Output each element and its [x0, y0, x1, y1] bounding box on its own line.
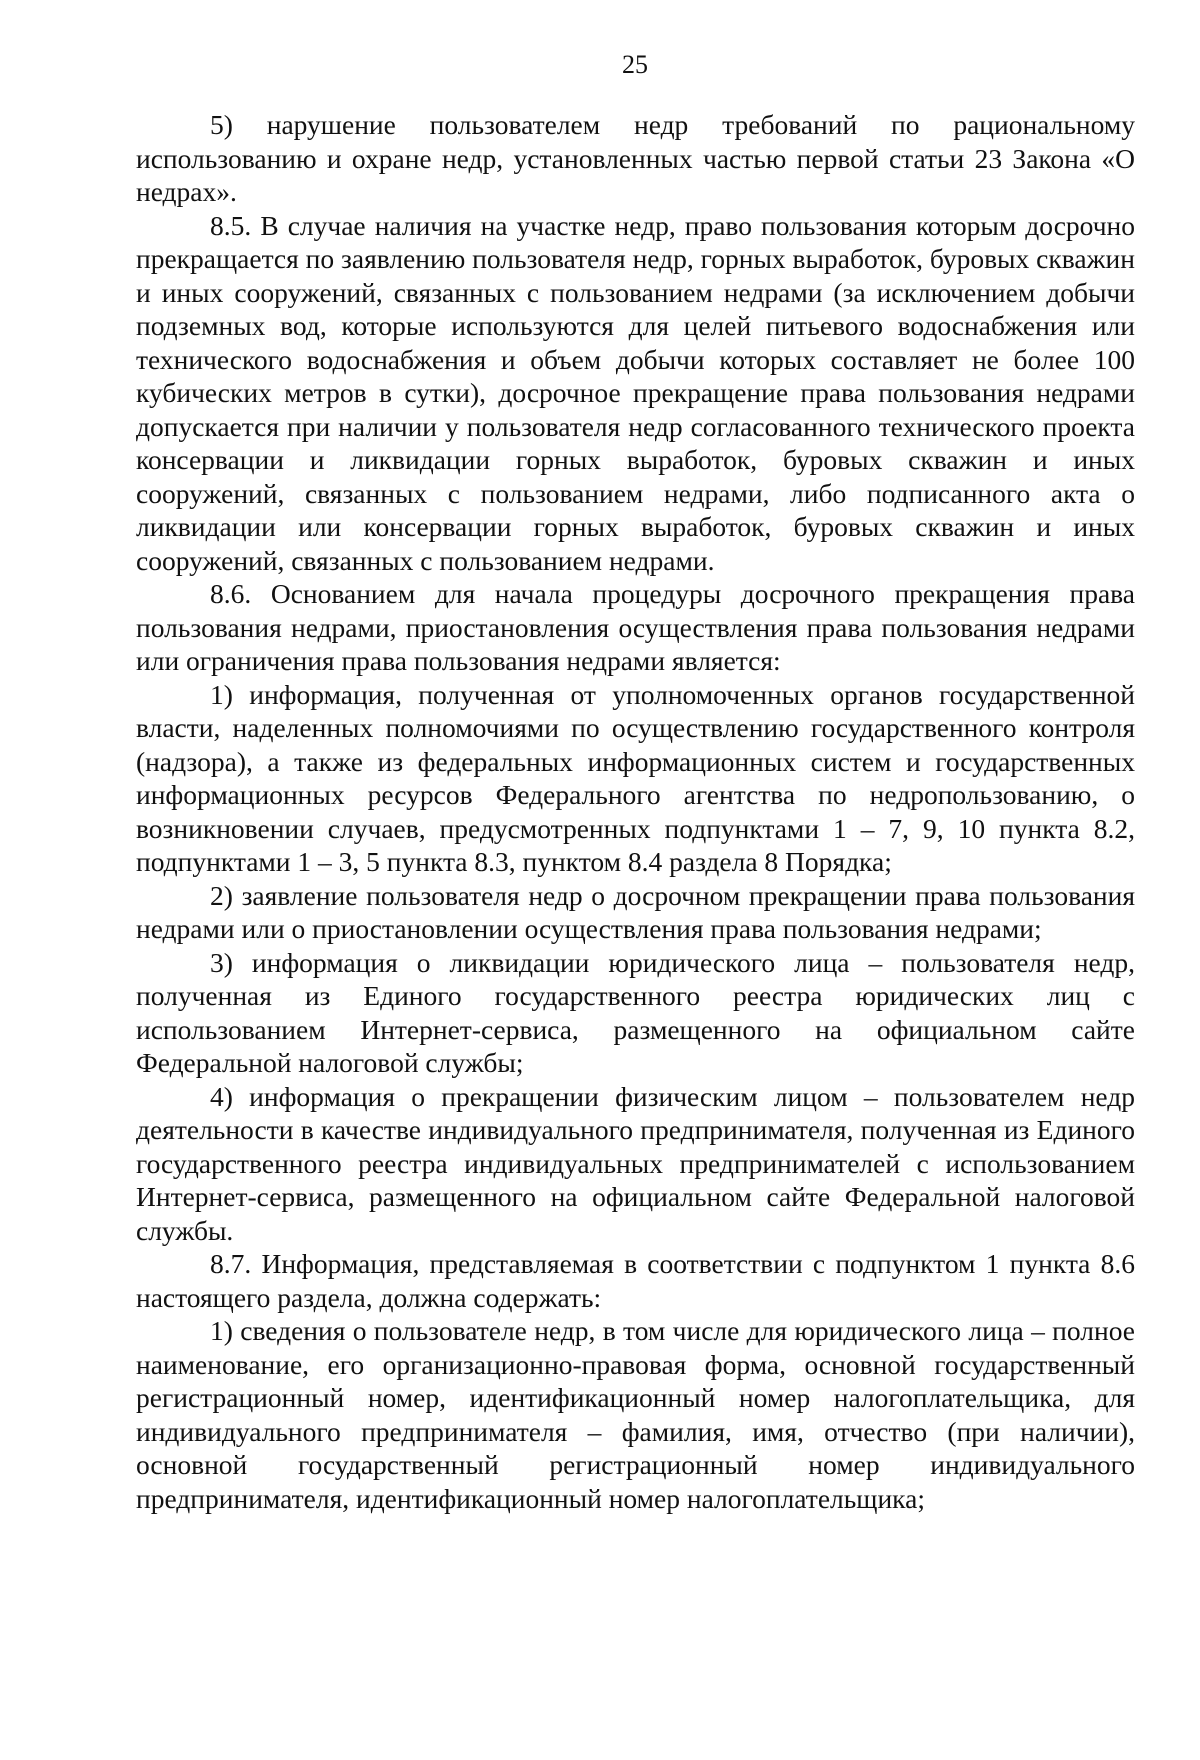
paragraph-8-6-item-1: 1) информация, полученная от уполномоченных органов государственной власти, наделенных полномочиями по осуществлению государственного контроля (надзора), а также из федеральных информационных систем и государственных информационных ресурсов Федерального агентства по недропользованию, о возникновении случаев, предусмотренных подпунктами 1 – 7, 9, 10 пункта 8.2, подпунктами 1 – 3, 5 пункта 8.3, пунктом 8.4 раздела 8 Порядка;: [136, 678, 1135, 877]
paragraph-8-6-item-2: 2) заявление пользователя недр о досрочном прекращении права пользования недрами или о приостановлении осуществления права пользования недрами;: [136, 879, 1135, 944]
paragraph-8-6: 8.6. Основанием для начала процедуры досрочного прекращения права пользования недрами, приостановления осуществления права пользования недрами или ограничения права пользования недрами является:: [136, 578, 1135, 676]
paragraph-8-6-item-3: 3) информация о ликвидации юридического лица – пользователя недр, полученная из Единого государственного реестра юридических лиц с использованием Интернет-сервиса, размещенного на официальном сайте Федеральной налоговой службы;: [136, 946, 1135, 1078]
page-number: 25: [622, 50, 648, 79]
paragraph-8-7: 8.7. Информация, представляемая в соответствии с подпунктом 1 пункта 8.6 настоящего раздела, должна содержать:: [136, 1248, 1135, 1313]
paragraph-8-6-item-4: 4) информация о прекращении физическим лицом – пользователем недр деятельности в качестве индивидуального предпринимателя, полученная из Единого государственного реестра индивидуальных предпринимателей с использованием Интернет-сервиса, размещенного на официальном сайте Федеральной налоговой службы.: [136, 1080, 1135, 1246]
paragraph-8-5: 8.5. В случае наличия на участке недр, право пользования которым досрочно прекращается по заявлению пользователя недр, горных выработок, буровых скважин и иных сооружений, связанных с пользованием недрами (за исключением добычи подземных вод, которые используются для целей питьевого водоснабжения или технического водоснабжения и объем добычи которых составляет не более 100 кубических метров в сутки), досрочное прекращение права пользования недрами допускается при наличии у пользователя недр согласованного технического проекта консервации и ликвидации горных выработок, буровых скважин и иных сооружений, связанных с пользованием недрами, либо подписанного акта о ликвидации или консервации горных выработок, буровых скважин и иных сооружений, связанных с пользованием недрами.: [136, 209, 1135, 576]
paragraph-item-5-violation: 5) нарушение пользователем недр требований по рациональному использованию и охране недр, установленных частью первой статьи 23 Закона «О недрах».: [136, 109, 1135, 207]
document-body: [136, 108, 1135, 1515]
paragraph-8-7-item-1: 1) сведения о пользователе недр, в том числе для юридического лица – полное наименование, его организационно-правовая форма, основной государственный регистрационный номер, идентификационный номер налогоплательщика, для индивидуального предпринимателя – фамилия, имя, отчество (при наличии), основной государственный регистрационный номер индивидуального предпринимателя, идентификационный номер налогоплательщика;: [136, 1315, 1135, 1514]
